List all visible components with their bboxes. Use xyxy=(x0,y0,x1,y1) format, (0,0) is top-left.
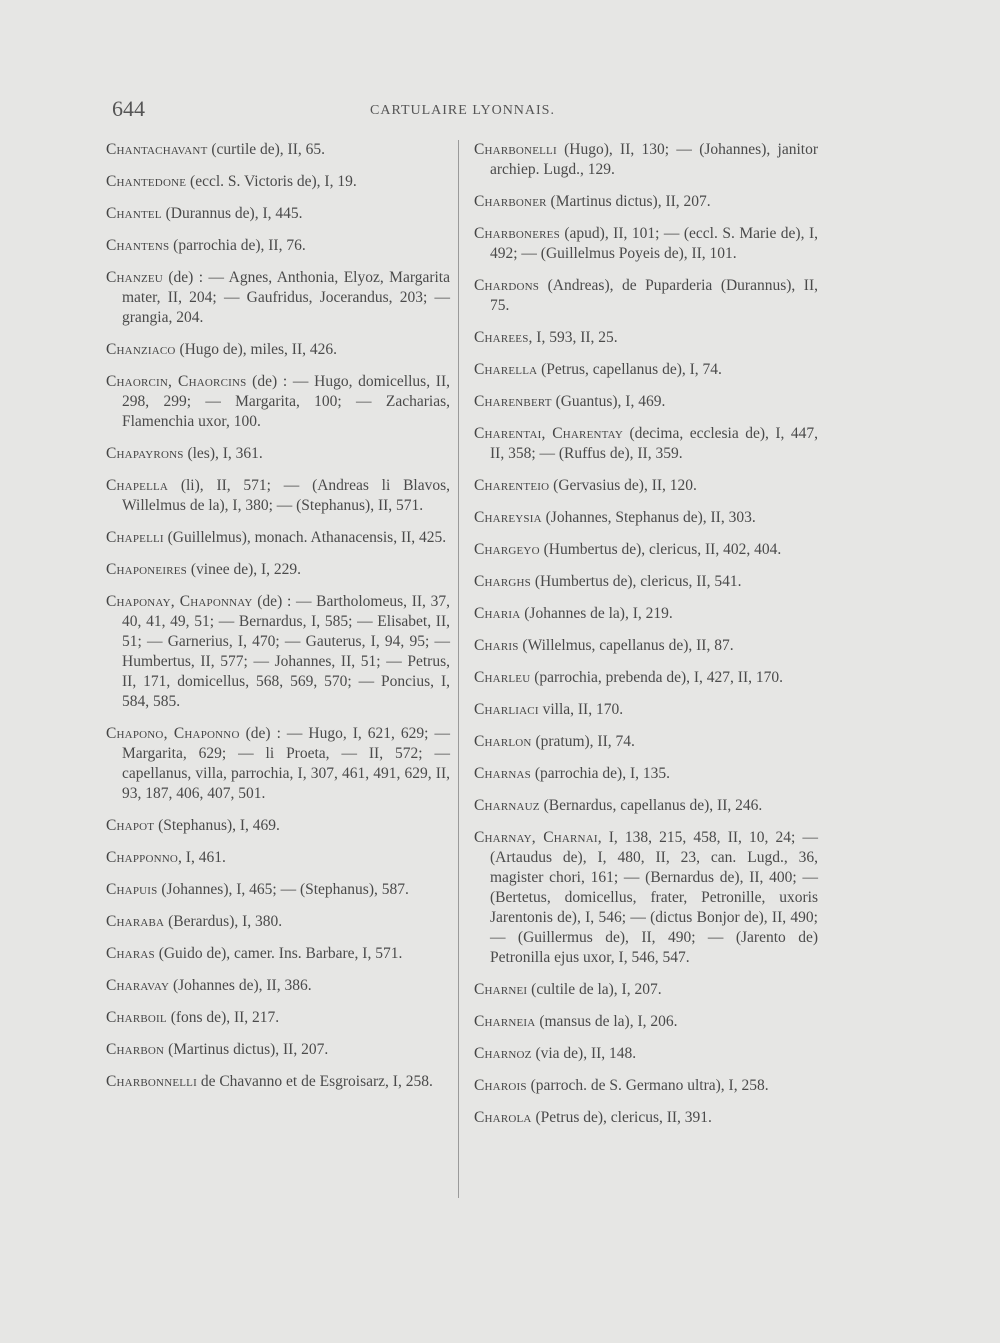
entry-headword: Chaorcin, Chaorcins xyxy=(106,373,247,390)
entry-text: , I, 138, 215, 458, II, 10, 24; — (Artaudus de), I, 480, II, 23, can. Lugd., 36, magister chori, 161; — (Bernardus de), II, 400; — (Bertetus, domicellus, frater, Petronille, uxoris Jarentonis de), I, 546; — (dictus Bonjor de), II, 490; — (Guillermus de), II, 490; — (Jarento de) Petronilla ejus uxor, I, 546, 547. xyxy=(490,829,818,966)
index-entry xyxy=(474,392,818,412)
entry-headword: Chareysia xyxy=(474,509,542,526)
entry-headword: Charbonnelli xyxy=(106,1073,197,1090)
entry-headword: Charenteio xyxy=(474,477,550,494)
entry-headword: Charas xyxy=(106,945,155,962)
entry-text: , I, 593, II, 25. xyxy=(528,329,618,346)
index-entry xyxy=(474,572,818,592)
entry-text: (eccl. S. Victoris de), I, 19. xyxy=(186,173,357,190)
entry-text: (de) : — Agnes, Anthonia, Elyoz, Margarita mater, II, 204; — Gaufridus, Jocerandus, 203; — grangia, 204. xyxy=(122,269,450,326)
running-head: CARTULAIRE LYONNAIS. xyxy=(370,103,555,118)
entry-headword: Charnoz xyxy=(474,1045,532,1062)
index-entry xyxy=(106,268,450,328)
entry-text: (fons de), II, 217. xyxy=(166,1009,280,1026)
right-column xyxy=(474,140,818,1140)
index-entry xyxy=(106,340,450,360)
entry-text: villa, II, 170. xyxy=(538,701,624,718)
entry-text: (mansus de la), I, 206. xyxy=(535,1013,678,1030)
entry-text: (Gervasius de), II, 120. xyxy=(549,477,697,494)
index-entry xyxy=(106,848,450,868)
index-entry xyxy=(474,980,818,1000)
entry-text: (parrochia de), I, 135. xyxy=(530,765,670,782)
entry-headword: Charavay xyxy=(106,977,170,994)
index-entry xyxy=(474,476,818,496)
index-entry xyxy=(474,276,818,316)
entry-headword: Charboneres xyxy=(474,225,560,242)
entry-headword: Charleu xyxy=(474,669,531,686)
entry-headword: Charnei xyxy=(474,981,528,998)
entry-text: (parrochia, prebenda de), I, 427, II, 170. xyxy=(530,669,783,686)
entry-text: (via de), II, 148. xyxy=(531,1045,637,1062)
entry-headword: Chantachavant xyxy=(106,141,208,158)
entry-headword: Chapono, Chaponno xyxy=(106,725,240,742)
index-entry xyxy=(106,976,450,996)
entry-headword: Charella xyxy=(474,361,538,378)
entry-text: (Durannus de), I, 445. xyxy=(161,205,303,222)
index-entry xyxy=(474,636,818,656)
entry-text: (Berardus), I, 380. xyxy=(164,913,283,930)
entry-headword: Charnay, Charnai xyxy=(474,829,598,846)
entry-text: (cultile de la), I, 207. xyxy=(527,981,662,998)
entry-text: (Guido de), camer. Ins. Barbare, I, 571. xyxy=(154,945,403,962)
entry-text: (les), I, 361. xyxy=(183,445,263,462)
entry-headword: Chantel xyxy=(106,205,162,222)
entry-text: (Bernardus, capellanus de), II, 246. xyxy=(539,797,763,814)
index-entry xyxy=(474,360,818,380)
entry-headword: Charnas xyxy=(474,765,531,782)
index-entry xyxy=(106,1072,450,1092)
index-entry xyxy=(106,560,450,580)
entry-text: (curtile de), II, 65. xyxy=(207,141,325,158)
index-entry xyxy=(106,944,450,964)
entry-headword: Chardons xyxy=(474,277,540,294)
index-entry xyxy=(474,508,818,528)
entry-headword: Chapella xyxy=(106,477,169,494)
entry-text: (Hugo), II, 130; — (Johannes), janitor archiep. Lugd., 129. xyxy=(490,141,818,178)
index-entry xyxy=(474,764,818,784)
entry-headword: Charneia xyxy=(474,1013,536,1030)
entry-text: (vinee de), I, 229. xyxy=(187,561,302,578)
entry-headword: Charenbert xyxy=(474,393,552,410)
entry-headword: Charaba xyxy=(106,913,165,930)
entry-text: (Johannes de la), I, 219. xyxy=(520,605,673,622)
entry-headword: Charlon xyxy=(474,733,532,750)
index-entry xyxy=(106,1040,450,1060)
entry-text: (Johannes de), II, 386. xyxy=(169,977,312,994)
index-entry xyxy=(474,828,818,968)
index-entry xyxy=(474,796,818,816)
index-entry xyxy=(106,528,450,548)
index-entry xyxy=(474,1108,818,1128)
entry-headword: Chantens xyxy=(106,237,170,254)
left-column xyxy=(106,140,450,1104)
index-entry xyxy=(106,724,450,804)
entry-headword: Charees xyxy=(474,329,529,346)
index-entry xyxy=(106,172,450,192)
entry-text: (de) : — Hugo, I, 621, 629; — Margarita, 629; — li Proeta, — II, 572; — capellanus, villa, parrochia, I, 307, 461, 491, 629, II, 93, 187, 406, 407, 501. xyxy=(122,725,451,802)
column-divider xyxy=(458,140,459,1198)
entry-headword: Charliaci xyxy=(474,701,539,718)
entry-headword: Charola xyxy=(474,1109,532,1126)
entry-headword: Charentai, Charentay xyxy=(474,425,623,442)
entry-text: (decima, ecclesia de), I, 447, II, 358; — (Ruffus de), II, 359. xyxy=(490,425,818,462)
index-entry xyxy=(474,604,818,624)
index-entry xyxy=(106,592,450,712)
entry-text: (pratum), II, 74. xyxy=(531,733,635,750)
index-entry xyxy=(106,204,450,224)
index-entry xyxy=(474,192,818,212)
entry-text: (Martinus dictus), II, 207. xyxy=(164,1041,329,1058)
entry-text: (Andreas), de Puparderia (Durannus), II, 75. xyxy=(490,277,818,314)
entry-headword: Chaponay, Chaponnay xyxy=(106,593,253,610)
index-entry xyxy=(106,816,450,836)
entry-headword: Chapponno xyxy=(106,849,179,866)
index-entry xyxy=(106,912,450,932)
entry-text: , I, 461. xyxy=(178,849,226,866)
entry-headword: Chapot xyxy=(106,817,155,834)
entry-text: (Martinus dictus), II, 207. xyxy=(546,193,711,210)
entry-text: (de) : — Bartholomeus, II, 37, 40, 41, 49, 51; — Bernardus, I, 585; — Elisabet, II, 51; — Garnerius, I, 470; — Gauterus, I, 94, 95; — Humbertus, II, 577; — Johannes, II, 51; — Petrus, II, 171, domicellus, 568, 569, 570; — Poncius, I, 584, 585. xyxy=(122,593,451,710)
entry-headword: Charbonelli xyxy=(474,141,557,158)
entry-text: (parrochia de), II, 76. xyxy=(169,237,306,254)
entry-headword: Chapuis xyxy=(106,881,158,898)
entry-headword: Charbon xyxy=(106,1041,165,1058)
index-entry xyxy=(474,224,818,264)
entry-text: (Willelmus, capellanus de), II, 87. xyxy=(518,637,734,654)
entry-text: (Humbertus de), clericus, II, 541. xyxy=(530,573,742,590)
entry-headword: Chapelli xyxy=(106,529,164,546)
entry-headword: Charnauz xyxy=(474,797,540,814)
page-number: 644 xyxy=(112,96,145,121)
index-entry xyxy=(474,732,818,752)
entry-text: (apud), II, 101; — (eccl. S. Marie de), I, 492; — (Guillelmus Poyeis de), II, 101. xyxy=(490,225,818,262)
entry-text: (li), II, 571; — (Andreas li Blavos, Willelmus de la), I, 380; — (Stephanus), II, 571. xyxy=(122,477,450,514)
entry-text: (Hugo de), miles, II, 426. xyxy=(175,341,338,358)
entry-text: (Johannes, Stephanus de), II, 303. xyxy=(541,509,756,526)
index-entry xyxy=(474,540,818,560)
index-entry xyxy=(474,424,818,464)
entry-text: (Stephanus), I, 469. xyxy=(154,817,280,834)
entry-headword: Chargeyo xyxy=(474,541,540,558)
index-entry xyxy=(106,1008,450,1028)
entry-headword: Chanzeu xyxy=(106,269,163,286)
index-entry xyxy=(106,372,450,432)
index-entry xyxy=(106,476,450,516)
index-entry xyxy=(474,1044,818,1064)
entry-text: (parroch. de S. Germano ultra), I, 258. xyxy=(526,1077,769,1094)
entry-headword: Chapayrons xyxy=(106,445,184,462)
entry-headword: Chantedone xyxy=(106,173,187,190)
entry-text: (Humbertus de), clericus, II, 402, 404. xyxy=(539,541,782,558)
index-entry xyxy=(106,444,450,464)
entry-text: (Petrus de), clericus, II, 391. xyxy=(531,1109,712,1126)
index-entry xyxy=(106,236,450,256)
index-entry xyxy=(474,1076,818,1096)
index-entry xyxy=(474,328,818,348)
index-entry xyxy=(474,140,818,180)
entry-text: (Johannes), I, 465; — (Stephanus), 587. xyxy=(157,881,409,898)
entry-headword: Charboil xyxy=(106,1009,167,1026)
entry-headword: Charia xyxy=(474,605,521,622)
entry-headword: Chanziaco xyxy=(106,341,176,358)
index-entry xyxy=(474,668,818,688)
entry-headword: Charboner xyxy=(474,193,547,210)
index-entry xyxy=(474,700,818,720)
index-entry xyxy=(106,880,450,900)
entry-text: (Petrus, capellanus de), I, 74. xyxy=(537,361,722,378)
entry-headword: Chaponeires xyxy=(106,561,187,578)
entry-text: (Guillelmus), monach. Athanacensis, II, 425. xyxy=(163,529,447,546)
entry-text: (de) : — Hugo, domicellus, II, 298, 299; — Margarita, 100; — Zacharias, Flamenchia uxor, 100. xyxy=(122,373,450,430)
index-entry xyxy=(474,1012,818,1032)
entry-headword: Charghs xyxy=(474,573,531,590)
index-entry xyxy=(106,140,450,160)
entry-headword: Charois xyxy=(474,1077,527,1094)
entry-text: (Guantus), I, 469. xyxy=(551,393,666,410)
entry-headword: Charis xyxy=(474,637,519,654)
entry-text: de Chavanno et de Esgroisarz, I, 258. xyxy=(196,1073,433,1090)
